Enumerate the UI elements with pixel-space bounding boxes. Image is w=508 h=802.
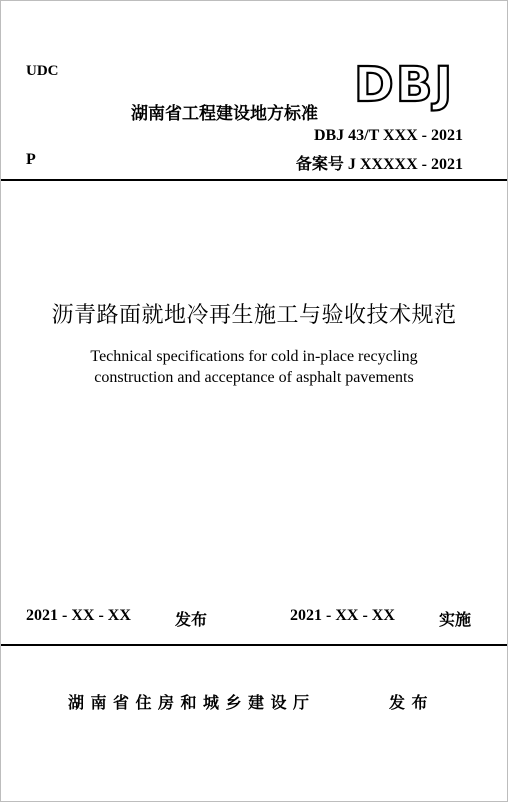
classification-code: P: [26, 151, 36, 168]
implementation-label: 实施: [439, 610, 472, 629]
dbj-logo: DBJ: [354, 57, 455, 113]
issue-date: 2021 - XX - XX: [26, 607, 131, 624]
implementation-date: 2021 - XX - XX: [290, 607, 395, 624]
standard-type: 湖南省工程建设地方标准: [131, 104, 318, 124]
publish-label: 发布: [389, 693, 435, 712]
title-english-line1: Technical specifications for cold in-place recycling: [90, 348, 418, 365]
standard-number: DBJ 43/T XXX - 2021: [313, 127, 463, 144]
top-divider: [1, 179, 507, 181]
issue-label: 发布: [175, 610, 208, 629]
title-english-line2: construction and acceptance of asphalt pavements: [94, 369, 414, 386]
title-chinese: 沥青路面就地冷再生施工与验收技术规范: [51, 303, 457, 328]
publisher: 湖南省住房和城乡建设厅: [68, 693, 316, 712]
filing-number: 备案号 J XXXXX - 2021: [295, 156, 463, 173]
udc-label: UDC: [26, 63, 59, 79]
bottom-divider: [1, 644, 507, 646]
